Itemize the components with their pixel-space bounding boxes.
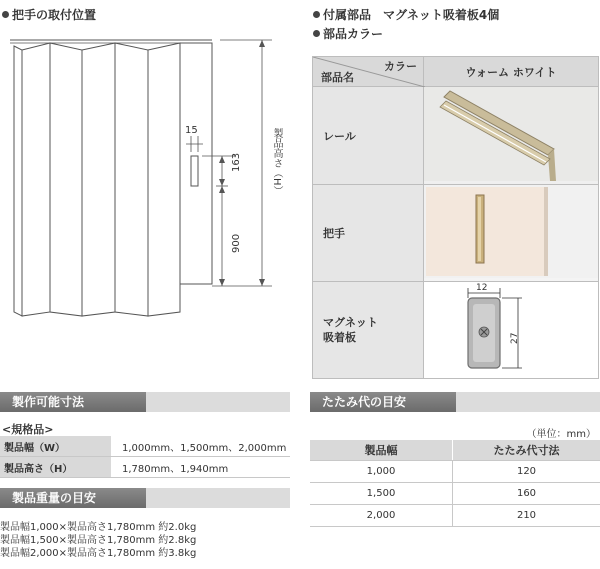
product-height-label: 製品高さ（H） <box>271 128 282 196</box>
table-row <box>310 505 600 527</box>
list-item: 製品幅2,000×製品高さ1,780mm 約3.8kg <box>0 548 197 559</box>
cell-fold: 210 <box>453 505 600 527</box>
floor-to-handle-label: 900 <box>231 233 242 253</box>
magnet-image <box>424 282 598 375</box>
cell-width: 1,000 <box>310 461 453 483</box>
bullet-icon <box>313 11 320 18</box>
parts-color-title: 部品カラー <box>313 25 383 42</box>
cell-fold: 120 <box>453 461 600 483</box>
handle-offset-label: 163 <box>231 152 242 172</box>
table-row <box>313 87 599 185</box>
col-header-fold: たたみ代寸法 <box>453 440 600 461</box>
table-row <box>313 282 599 379</box>
list-item: 製品幅1,500×製品高さ1,780mm 約2.8kg <box>0 535 197 546</box>
height-label: 製品高さ（H） <box>0 457 112 478</box>
header-color: カラー <box>384 60 417 73</box>
weight-list <box>0 521 196 560</box>
rail-image-cell <box>424 87 599 185</box>
color-name-header: ウォーム ホワイト <box>424 57 599 87</box>
weight-section-bar: 製品重量の目安 <box>0 488 290 508</box>
handle-position-title: 把手の取付位置 <box>2 6 96 23</box>
magnet-image-cell <box>424 282 599 379</box>
magnet-width-label: 12 <box>476 283 488 293</box>
unit-label: （単位：mm） <box>526 429 596 440</box>
rail-image <box>424 87 598 181</box>
parts-color-table <box>312 56 599 379</box>
list-item: 製品幅1,000×製品高さ1,780mm 約2.0kg <box>0 522 197 533</box>
col-header-width: 製品幅 <box>310 440 453 461</box>
height-value: 1,780mm、1,940mm <box>112 457 291 478</box>
standard-items-subtitle: <規格品> <box>2 423 54 436</box>
table-row <box>0 436 290 457</box>
fold-section-bar: たたみ代の目安 <box>310 392 600 412</box>
cell-width: 2,000 <box>310 505 453 527</box>
bullet-icon <box>2 11 9 18</box>
header-part: 部品名 <box>321 71 354 84</box>
cell-width: 1,500 <box>310 483 453 505</box>
bullet-icon <box>313 30 320 37</box>
table-row <box>310 461 600 483</box>
part-name-rail: レール <box>313 87 424 185</box>
size-table <box>0 436 290 478</box>
width-value: 1,000mm、1,500mm、2,000mm <box>112 436 291 457</box>
table-row <box>313 185 599 282</box>
handle-width-label: 15 <box>185 125 198 136</box>
table-row <box>310 483 600 505</box>
table-corner-header <box>313 57 424 87</box>
magnet-height-label: 27 <box>510 332 520 344</box>
cell-fold: 160 <box>453 483 600 505</box>
table-header-row <box>310 440 600 461</box>
width-label: 製品幅（W） <box>0 436 112 457</box>
handle-image-cell <box>424 185 599 282</box>
part-name-magnet: マグネット 吸着板 <box>313 282 424 379</box>
size-section-bar: 製作可能寸法 <box>0 392 290 412</box>
handle-position-diagram <box>0 28 300 388</box>
part-name-handle: 把手 <box>313 185 424 282</box>
handle-mark <box>191 156 198 186</box>
fold-table <box>310 440 600 527</box>
table-row <box>0 457 290 478</box>
accessory-title: 付属部品 マグネット吸着板4個 <box>313 6 499 23</box>
handle-image <box>424 185 598 278</box>
